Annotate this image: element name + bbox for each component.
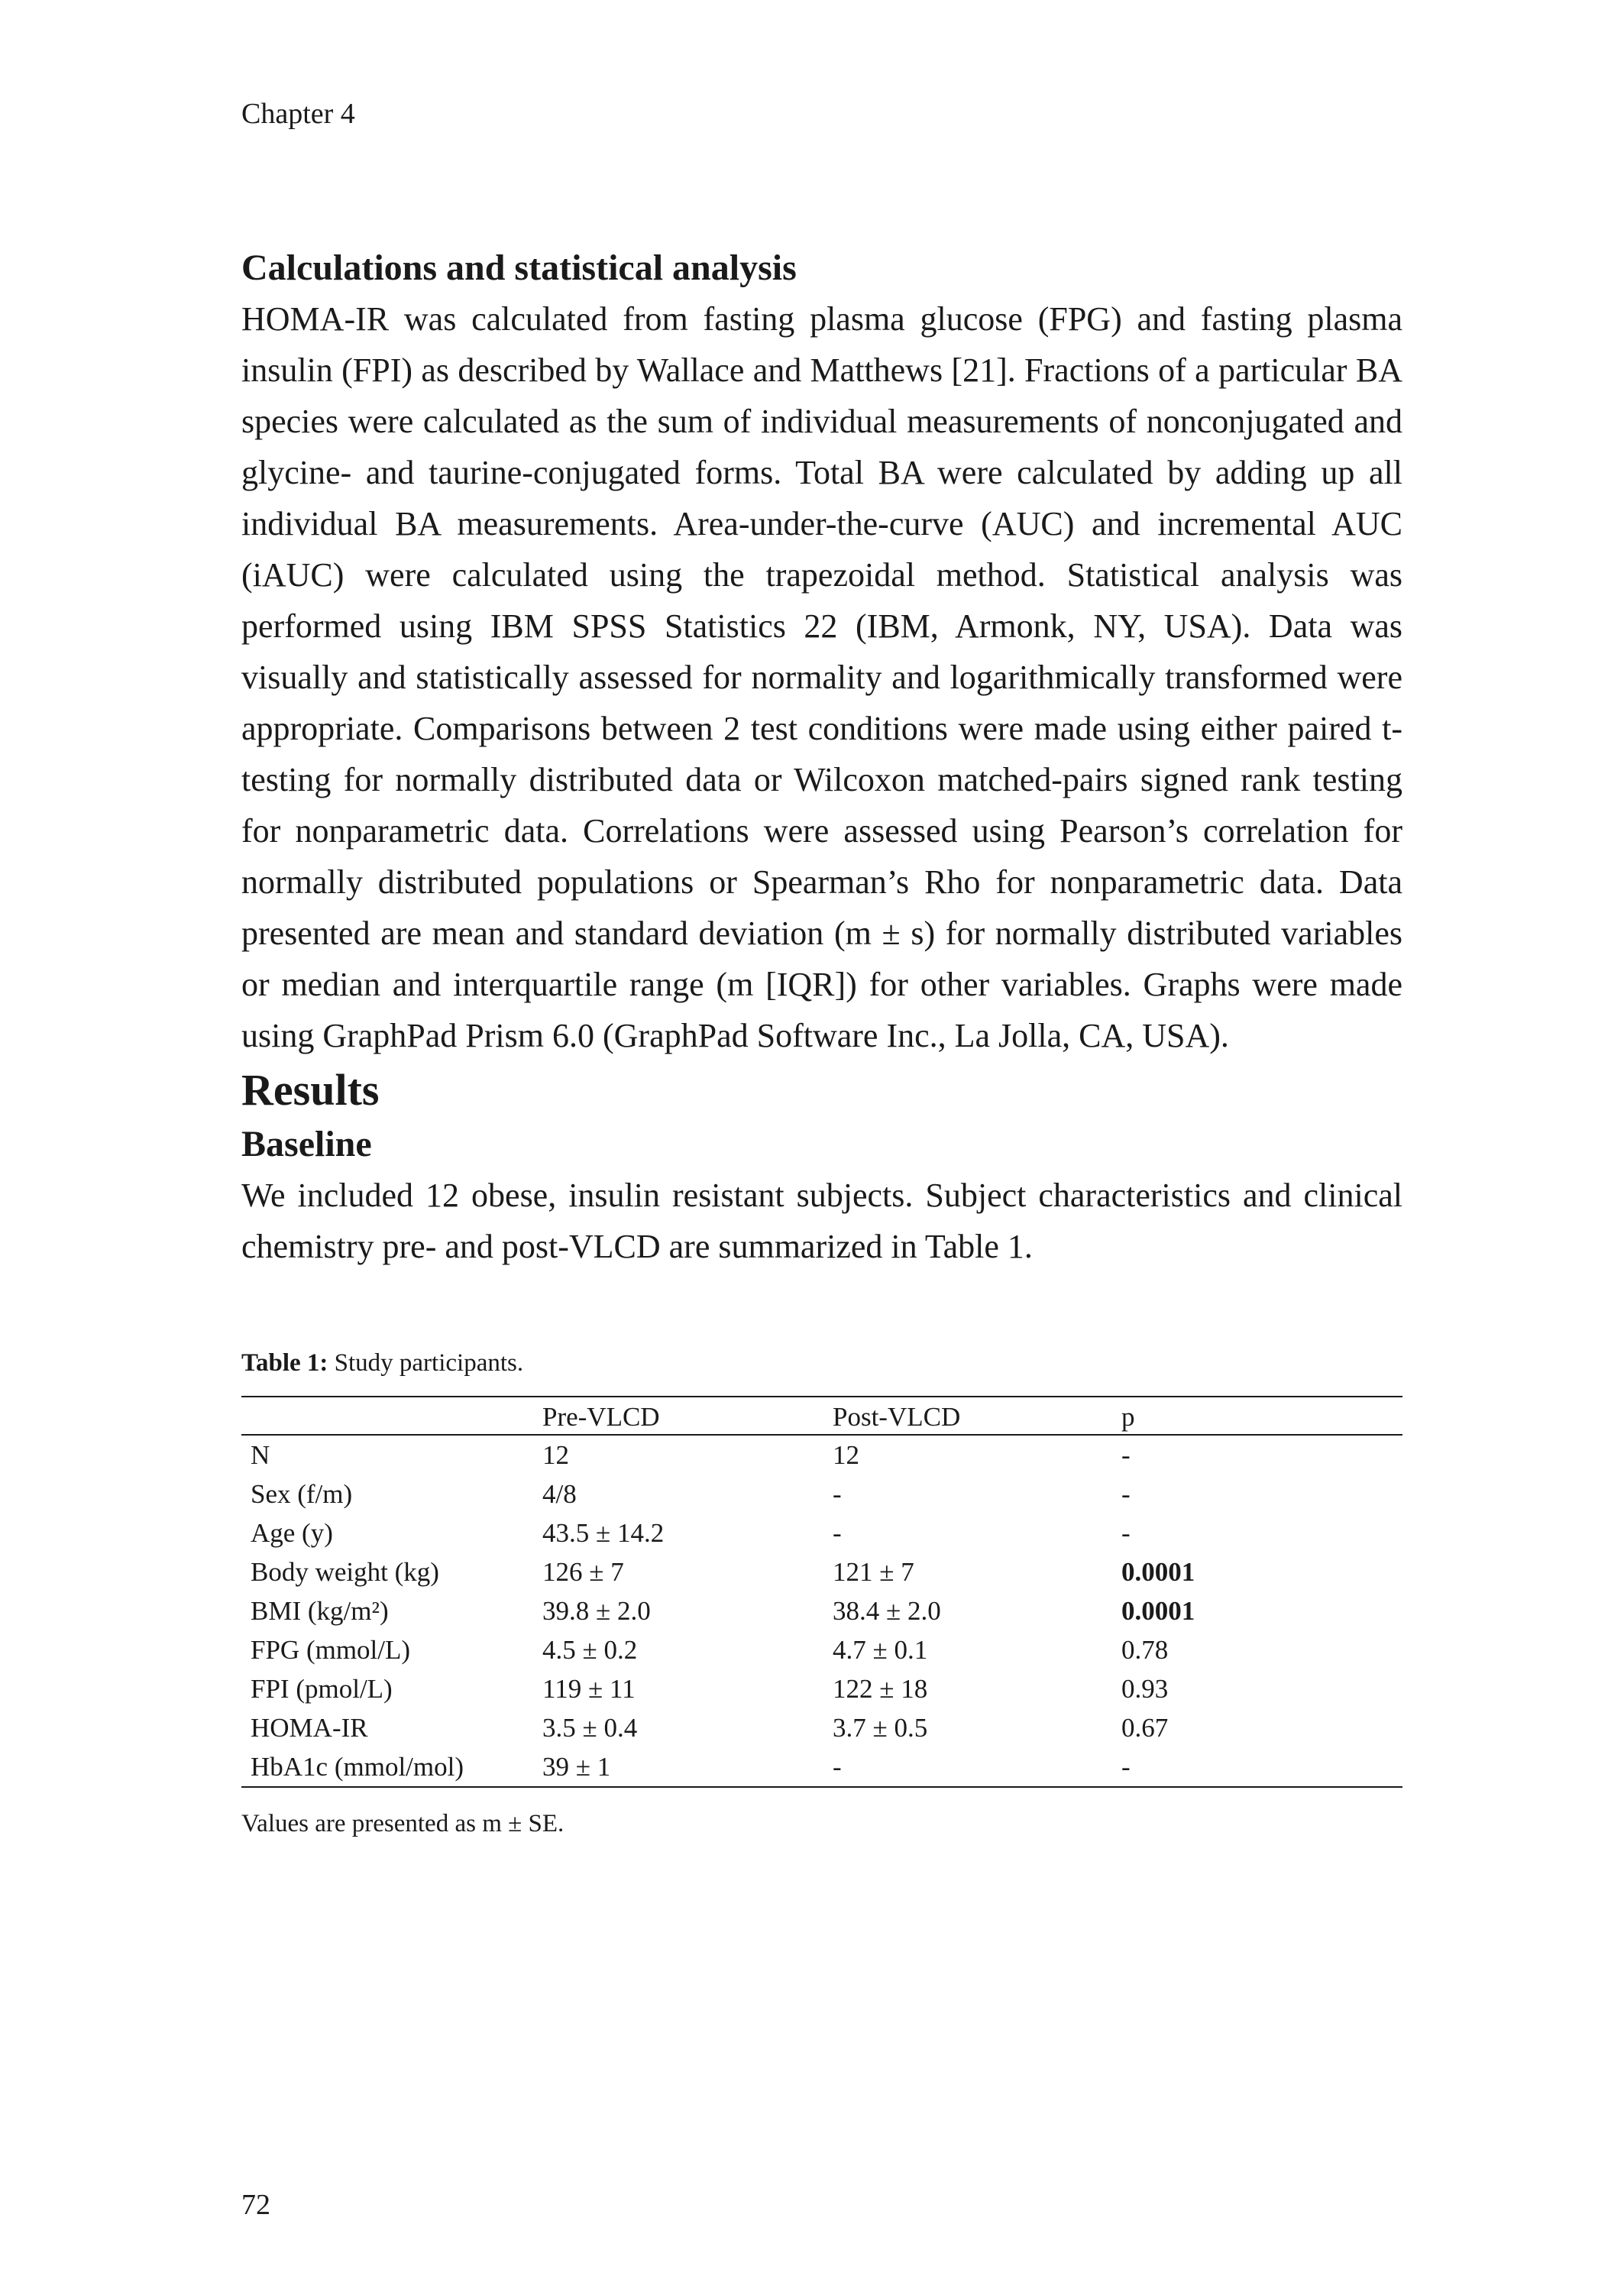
row-p-value: 0.78 — [1121, 1635, 1169, 1665]
table-row — [241, 1513, 1402, 1552]
baseline-heading: Baseline — [241, 1124, 372, 1164]
running-header: Chapter 4 — [241, 98, 355, 130]
table-row — [241, 1591, 1402, 1630]
table-row — [241, 1552, 1402, 1591]
row-label: Age (y) — [251, 1518, 333, 1548]
table-footnote: Values are presented as m ± SE. — [241, 1810, 565, 1837]
row-post-value: 4.7 ± 0.1 — [833, 1635, 928, 1665]
row-label: FPG (mmol/L) — [251, 1635, 411, 1665]
row-p-value: 0.67 — [1121, 1713, 1169, 1743]
row-pre-value: 39 ± 1 — [533, 1747, 823, 1787]
row-post-value: - — [833, 1518, 842, 1548]
row-post-value: 12 — [833, 1440, 859, 1470]
column-header-p: p — [1112, 1397, 1402, 1435]
row-post-value: 3.7 ± 0.5 — [833, 1713, 928, 1743]
baseline-paragraph: We included 12 obese, insulin resistant subjects. Subject characteristics and clinical chemistry pre- and post-VLCD are summarized in Table 1. — [241, 1177, 1402, 1265]
row-label: HbA1c (mmol/mol) — [241, 1747, 533, 1787]
row-label: N — [251, 1440, 270, 1470]
table-row — [241, 1630, 1402, 1669]
column-header-pre: Pre-VLCD — [533, 1397, 823, 1435]
row-post-value: 121 ± 7 — [833, 1557, 914, 1587]
table-header-row — [241, 1397, 1402, 1435]
table-caption-label: Table 1: — [241, 1349, 328, 1377]
row-p-value: - — [1121, 1440, 1131, 1470]
row-p-value-significant: 0.0001 — [1121, 1557, 1195, 1587]
calculations-paragraph: HOMA-IR was calculated from fasting plasma glucose (FPG) and fasting plasma insulin (FPI) as described by Wallace and Matthews [21]. Fractions of a particular BA species were calculated as the sum of individual measurements of nonconjugated and glycine- and taurine-conjugated forms. Total BA were calculated by adding up all individual BA measurements. Area-under-the-curve (AUC) and incremental AUC (iAUC) were calculated using the trapezoidal method. Statistical analysis was performed using IBM SPSS Statistics 22 (IBM, Armonk, NY, USA). Data was visually and statistically assessed for normality and logarithmically transformed were appropriate. Comparisons between 2 test conditions were made using either paired t-testing for normally distributed data or Wilcoxon matched-pairs signed rank testing for nonparametric data. Correlations were assessed using Pearson’s correlation for normally distributed populations or Spearman’s Rho for nonparametric data. Data presented are mean and standard deviation (m ± s) for normally distributed variables or median and interquartile range (m [IQR]) for other variables. Graphs were made using GraphPad Prism 6.0 (GraphPad Software Inc., La Jolla, CA, USA). — [241, 300, 1402, 1054]
column-header-label — [241, 1397, 533, 1435]
row-pre-value: 4/8 — [542, 1479, 577, 1509]
table-caption-text: Study participants. — [328, 1349, 524, 1377]
row-p-value: - — [1112, 1747, 1402, 1787]
row-pre-value: 126 ± 7 — [542, 1557, 624, 1587]
row-post-value: - — [833, 1479, 842, 1509]
table-row — [241, 1708, 1402, 1747]
row-post-value: - — [823, 1747, 1112, 1787]
row-pre-value: 39.8 ± 2.0 — [542, 1596, 651, 1626]
table-row — [241, 1475, 1402, 1513]
table-row — [241, 1669, 1402, 1708]
row-pre-value: 43.5 ± 14.2 — [542, 1518, 665, 1548]
row-post-value: 38.4 ± 2.0 — [833, 1596, 941, 1626]
page-number: 72 — [241, 2189, 270, 2221]
row-label: BMI (kg/m²) — [251, 1596, 389, 1626]
row-label: FPI (pmol/L) — [251, 1674, 393, 1704]
main-content — [241, 243, 1402, 1840]
table-caption — [241, 1347, 1402, 1379]
row-label: Sex (f/m) — [251, 1479, 353, 1509]
row-p-value: - — [1121, 1518, 1131, 1548]
table-row — [241, 1435, 1402, 1475]
row-label: Body weight (kg) — [251, 1557, 439, 1587]
table-row — [241, 1747, 1402, 1787]
row-post-value: 122 ± 18 — [833, 1674, 928, 1704]
row-pre-value: 4.5 ± 0.2 — [542, 1635, 638, 1665]
calculations-heading: Calculations and statistical analysis — [241, 248, 797, 288]
row-pre-value: 119 ± 11 — [542, 1674, 636, 1704]
row-pre-value: 3.5 ± 0.4 — [542, 1713, 638, 1743]
row-p-value-significant: 0.0001 — [1121, 1596, 1195, 1626]
row-pre-value: 12 — [542, 1440, 569, 1470]
results-heading: Results — [241, 1065, 380, 1115]
row-label: HOMA-IR — [251, 1713, 368, 1743]
row-p-value: 0.93 — [1121, 1674, 1169, 1704]
column-header-post: Post-VLCD — [823, 1397, 1112, 1435]
participants-table — [241, 1396, 1402, 1788]
row-p-value: - — [1121, 1479, 1131, 1509]
